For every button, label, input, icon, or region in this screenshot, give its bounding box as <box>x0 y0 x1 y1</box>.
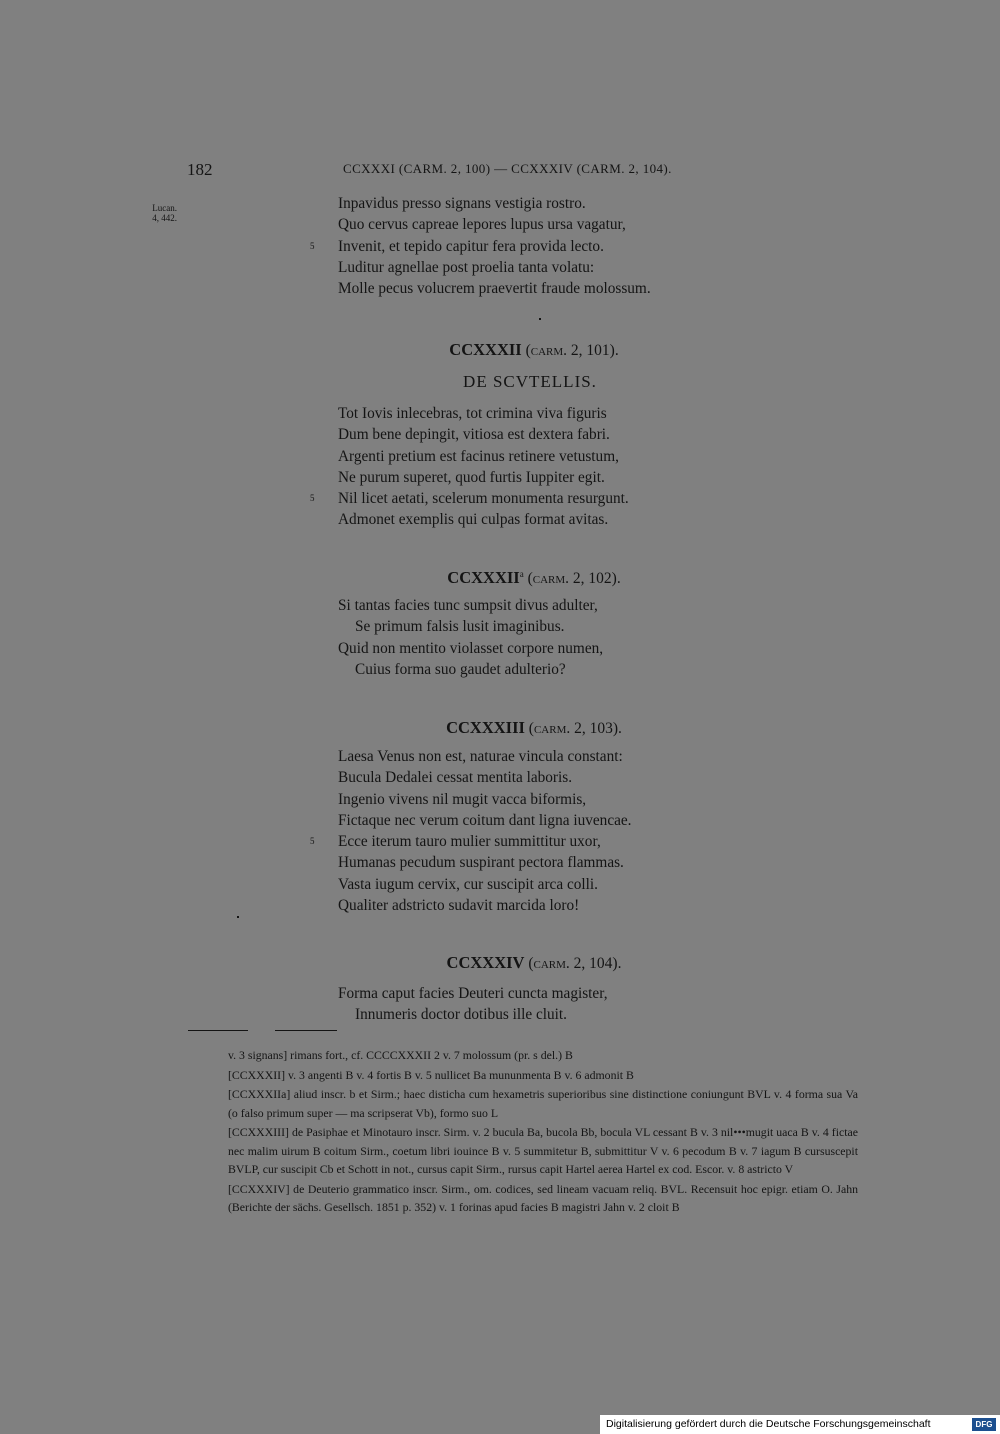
margin-ref-line: 4, 442. <box>152 213 177 223</box>
line-number: 5 <box>310 836 315 847</box>
poem-232a-verses <box>338 595 858 680</box>
verse-line: Vasta iugum cervix, cur suscipit arca colli. <box>338 875 598 893</box>
verse-line: Quid non mentito violasset corpore numen, <box>338 639 604 657</box>
verse-line: Innumeris doctor dotibus ille cluit. <box>355 1006 567 1024</box>
poem-carm-ref: (carm. 2, 104). <box>528 955 622 972</box>
verse-line <box>310 236 858 257</box>
line-number: 5 <box>310 240 315 251</box>
poem-title: DE SCVTELLIS. <box>463 372 597 391</box>
verse-line: Si tantas facies tunc sumpsit divus adulter, <box>338 597 598 614</box>
poem-number: CCXXXIII <box>446 718 525 737</box>
verse-line: Admonet exemplis qui culpas format avitas. <box>338 511 609 529</box>
verse-line: Luditur agnellae post proelia tanta volatu: <box>338 258 595 276</box>
note-entry <box>186 1066 858 1085</box>
verse-line: Ne purum superet, quod furtis Iuppiter egit. <box>338 468 605 486</box>
verse-line <box>310 488 858 509</box>
note-text: [CCXXXIV] de Deuterio grammatico inscr. Sirm., om. codices, sed lineam vacuam reliq. BVL. Recensuit hoc epigr. etiam O. Jahn (Berichte der sächs. Gesellsch. 1851 p. 352) v. 1 forinas apud facies B magistri Jahn v. 2 cloit B <box>228 1181 858 1214</box>
poem-heading <box>0 953 1000 973</box>
poem-number: CCXXXII <box>447 568 520 587</box>
verse-line: Forma caput facies Deuteri cuncta magister, <box>338 985 608 1002</box>
poem-carm-ref: (carm. 2, 102). <box>527 570 621 587</box>
verse-text: Ecce iterum tauro mulier summittitur uxor, <box>338 833 601 851</box>
poem-heading <box>0 340 1000 360</box>
running-head: CCXXXI (CARM. 2, 100) — CCXXXIV (CARM. 2, 104). <box>343 161 672 176</box>
separator-dot <box>539 318 541 320</box>
verse-text: Nil licet aetati, scelerum monumenta resurgunt. <box>338 490 629 508</box>
poem-carm-ref: (carm. 2, 103). <box>528 720 622 737</box>
line-number: 5 <box>310 493 315 504</box>
verse-line: Tot Iovis inlecebras, tot crimina viva figuris <box>338 405 607 422</box>
verse-line: Qualiter adstricto sudavit marcida loro! <box>338 897 580 915</box>
poem-number-suffix: a <box>519 568 524 579</box>
poem-heading <box>0 718 1000 738</box>
poem-232-verses <box>310 403 858 531</box>
footnote-rule <box>188 1030 248 1031</box>
note-entry <box>186 1046 858 1065</box>
note-entry <box>186 1180 858 1217</box>
page-number: 182 <box>187 160 213 179</box>
poem-number: CCXXXII <box>449 340 522 359</box>
dfg-logo: DFG <box>972 1418 996 1431</box>
poem-234-verses <box>338 983 858 1026</box>
note-text: [CCXXXIII] de Pasiphae et Minotauro inscr. Sirm. v. 2 bucula Ba, bucola Bb, bocula VL cessant B v. 3 nil•••mugit uaca B v. 4 fictae nec malim uirum B coitum Sirm., coetum libri iouince B v. 5 summitetur B, submittitur V v. 6 pecodum B v. 7 iagum B cursuscepit BVLP, cur suscipit Cb et Schott in not., cursus capit Sirm., rursus capit Hartel aerea Hartel ex cod. Escor. v. 8 astricto V <box>228 1125 858 1176</box>
funding-footer <box>600 1415 1000 1434</box>
critical-apparatus <box>186 1046 858 1218</box>
footnote-rule <box>275 1030 337 1031</box>
note-text: v. 3 signans] rimans fort., cf. CCCCXXXII 2 v. 7 molossum (pr. s del.) B <box>228 1048 573 1062</box>
footer-text: Digitalisierung gefördert durch die Deutsche Forschungsgemeinschaft <box>606 1418 931 1430</box>
verse-text: Invenit, et tepido capitur fera provida lecto. <box>338 237 604 255</box>
stray-mark <box>237 916 239 918</box>
verse-line <box>310 831 858 852</box>
verse-line: Se primum falsis lusit imaginibus. <box>355 618 565 636</box>
poem-number: CCXXXIV <box>446 953 525 972</box>
note-text: [CCXXXII] v. 3 angenti B v. 4 fortis B v. 5 nullicet Ba mununmenta B v. 6 admonit B <box>228 1067 634 1082</box>
note-entry <box>186 1085 858 1122</box>
verse-line: Humanas pecudum suspirant pectora flammas. <box>338 854 624 872</box>
verse-line: Inpavidus presso signans vestigia rostro. <box>338 195 586 212</box>
note-text: [CCXXXIIa] aliud inscr. b et Sirm.; haec disticha cum hexametris superioribus sine distinctione coniungunt BVL v. 4 forma sua Va (o falso primum super — ma scripserat Vb), formo suo L <box>228 1087 858 1120</box>
verse-line: Ingenio vivens nil mugit vacca biformis, <box>338 790 587 808</box>
poem-233-verses <box>310 746 858 916</box>
verse-line: Argenti pretium est facinus retinere vetustum, <box>338 447 619 465</box>
poem-231-verses <box>310 193 858 299</box>
verse-line: Laesa Venus non est, naturae vincula constant: <box>338 748 623 765</box>
poem-heading <box>0 568 1000 588</box>
verse-line: Cuius forma suo gaudet adulterio? <box>355 660 566 678</box>
verse-line: Molle pecus volucrem praevertit fraude molossum. <box>338 280 651 298</box>
verse-line: Fictaque nec verum coitum dant ligna iuvencae. <box>338 811 632 829</box>
verse-line: Bucula Dedalei cessat mentita laboris. <box>338 769 573 787</box>
verse-line: Dum bene depingit, vitiosa est dextera fabri. <box>338 426 610 444</box>
note-entry <box>186 1123 858 1179</box>
verse-line: Quo cervus capreae lepores lupus ursa vagatur, <box>338 216 626 234</box>
poem-carm-ref: (carm. 2, 101). <box>525 342 619 359</box>
margin-ref-line: Lucan. <box>152 203 177 213</box>
margin-reference <box>143 203 177 223</box>
